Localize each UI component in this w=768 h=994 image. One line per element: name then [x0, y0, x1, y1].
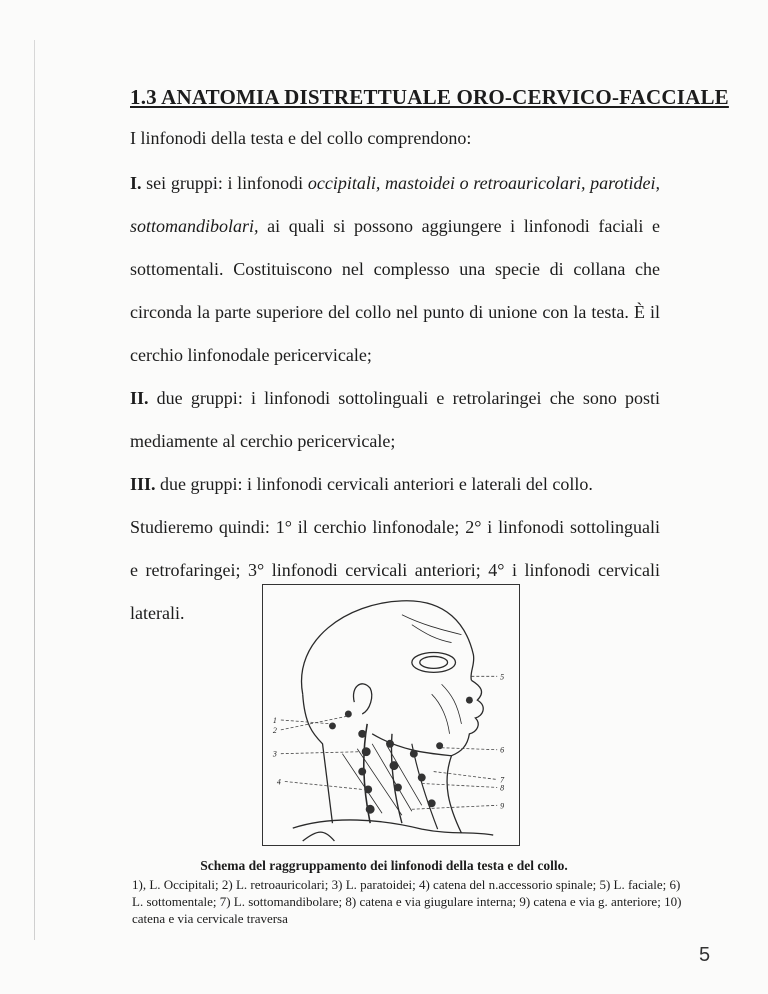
binding-shadow: [34, 40, 35, 940]
figure-label-2: 2: [272, 725, 277, 735]
lymph-node: [358, 730, 366, 738]
figure-caption-legend: 1), L. Occipitali; 2) L. retroauricolari; 3) L. paratoidei; 4) catena del n.accessorio spinale; 5) L. faciale; 6) L. sottomentale; 7) L. sottomandibolare; 8) catena e via giugulare interna; 9) catena e via g. anteriore; 10) catena e via cervicale traversa: [132, 877, 682, 926]
section-1-text-a: sei gruppi: i linfonodi: [141, 173, 308, 193]
head-neck-illustration: [263, 585, 519, 845]
section-heading: 1.3 ANATOMIA DISTRETTUALE ORO-CERVICO-FACCIALE: [130, 85, 729, 109]
figure-label-7: 7: [500, 775, 505, 785]
section-1-italic-groups: occipitali, mastoidei o retroauricolari, parotidei, sottomandibolari,: [130, 173, 660, 236]
face-profile: [452, 680, 484, 755]
section-2-text: due gruppi: i linfonodi sottolinguali e retrolaringei che sono posti mediamente al cerchio pericervicale;: [130, 388, 660, 451]
paragraph-section-2: [130, 377, 660, 463]
lymph-node: [466, 697, 473, 704]
lymph-node: [418, 774, 426, 782]
neck-back: [303, 694, 333, 823]
eye-outline: [412, 652, 456, 672]
page-number: 5: [699, 944, 711, 966]
skull-outline: [302, 601, 474, 694]
neck-front: [447, 756, 461, 833]
figure-label-1: 1: [272, 715, 277, 725]
figure-label-5: 5: [500, 672, 505, 682]
roman-numeral-1: I.: [130, 173, 142, 193]
paragraph-conclusion: Studieremo quindi: 1° il cerchio linfonodale; 2° i linfonodi sottolinguali e retrofaringei; 3° linfonodi cervicali anteriori; 4° i linfonodi cervicali laterali.: [130, 517, 660, 623]
figure-label-6: 6: [500, 745, 505, 755]
section-3-text: due gruppi: i linfonodi cervicali anteriori e laterali del collo.: [155, 474, 593, 494]
paragraph-section-1: [130, 162, 660, 377]
roman-numeral-2: II.: [130, 388, 149, 408]
lymph-node: [358, 768, 366, 776]
lymph-node: [394, 783, 402, 791]
lymph-node: [428, 799, 436, 807]
intro-sentence: I linfonodi della testa e del collo comprendono:: [130, 128, 472, 148]
lymph-node: [390, 761, 399, 770]
lymph-node: [386, 740, 394, 748]
lymph-node: [362, 747, 371, 756]
figure-label-3: 3: [272, 749, 277, 759]
lymph-node: [410, 750, 418, 758]
lymph-node: [436, 742, 443, 749]
lymph-node: [329, 722, 336, 729]
section-1-text-b: ai quali si possono aggiungere i linfonodi faciali e sottomentali. Costituiscono nel complesso una specie di collana che circonda la parte superiore del collo nel punto di unione con la testa. È il cerchio linfonodale pericervicale;: [130, 216, 660, 365]
roman-numeral-3: III.: [130, 474, 156, 494]
paragraph-section-3: [130, 463, 660, 506]
lymph-node: [366, 805, 375, 814]
lymph-node-figure: [262, 584, 520, 846]
body-text: [130, 162, 660, 635]
figure-label-8: 8: [500, 783, 505, 793]
figure-label-9: 9: [500, 801, 505, 811]
figure-caption-title: Schema del raggruppamento dei linfonodi della testa e del collo.: [200, 858, 568, 873]
figure-label-4: 4: [276, 777, 281, 787]
lymph-node: [364, 785, 372, 793]
ear-outline: [353, 684, 371, 714]
